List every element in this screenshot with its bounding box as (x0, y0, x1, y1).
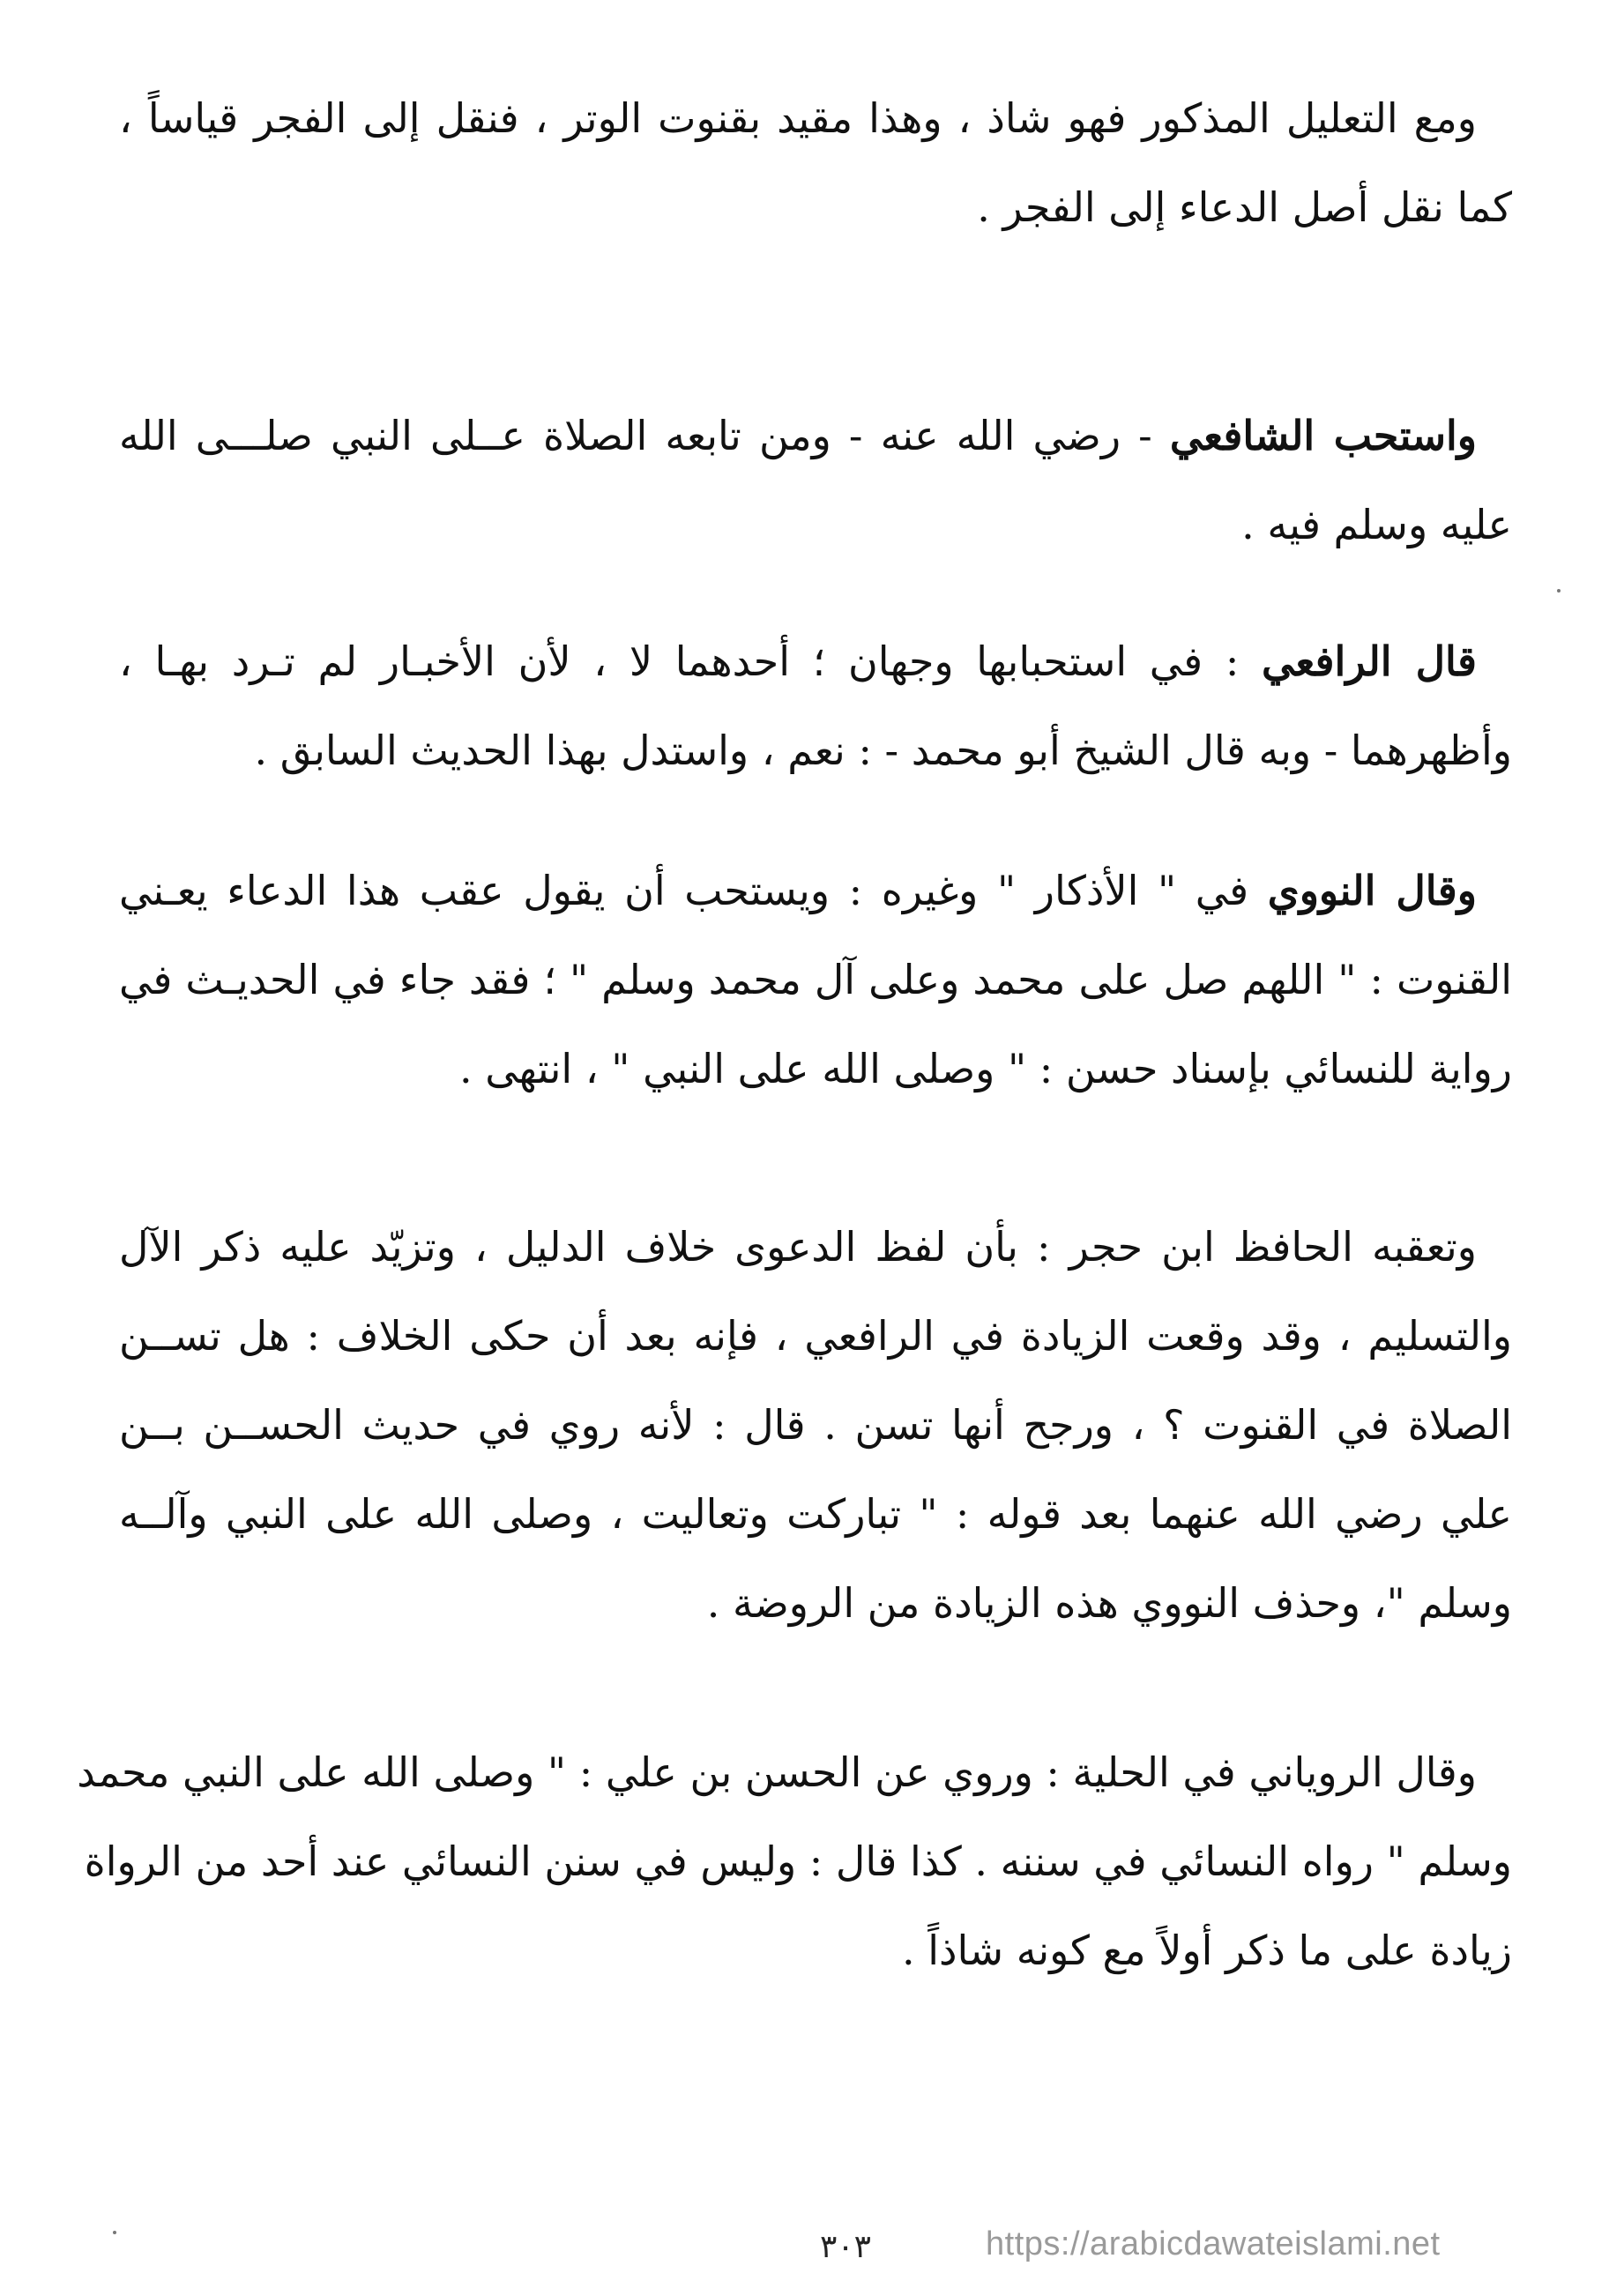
paragraph-4-line-1-text: في " الأذكار " وغيره : ويستحب أن يقول عقب هذا الدعاء يعـني (119, 867, 1268, 914)
page-number: ٣٠٣ (820, 2229, 872, 2265)
paragraph-2-line-1 (119, 391, 1512, 481)
paragraph-6-line-1: وقال الروياني في الحلية : وروي عن الحسن بن علي : " وصلى الله على النبي محمد (77, 1748, 1477, 1796)
paragraph-6-line-3: زيادة على ما ذكر أولاً مع كونه شاذاً . (902, 1927, 1512, 1974)
paragraph-4-line-1 (119, 846, 1512, 936)
paragraph-2-line-2: عليه وسلم فيه . (1241, 501, 1512, 548)
paragraph-1-line-2: كما نقل أصل الدعاء إلى الفجر . (977, 183, 1512, 231)
paragraph-6 (77, 1728, 1512, 1995)
paragraph-5-line-1: وتعقبه الحافظ ابن حجر : بأن لفظ الدعوى خلاف الدليل ، وتزيّد عليه ذكر الآل (119, 1223, 1477, 1271)
paragraph-4 (119, 846, 1512, 1114)
paragraph-4-lead: وقال النووي (1267, 867, 1477, 914)
paragraph-3-line-1 (119, 617, 1512, 706)
paragraph-2-line-1-text: - رضي الله عنه - ومن تابعه الصلاة عــلى النبي صلـــى الله (119, 412, 1170, 459)
paragraph-5 (119, 1203, 1512, 1648)
paragraph-1-line-1: ومع التعليل المذكور فهو شاذ ، وهذا مقيد بقنوت الوتر ، فنقل إلى الفجر قياساً ، (119, 94, 1477, 142)
paragraph-3-line-2: وأظهرهما - وبه قال الشيخ أبو محمد - : نعم ، واستدل بهذا الحديث السابق . (254, 727, 1512, 774)
paragraph-6-line-2: وسلم " رواه النسائي في سننه . كذا قال : وليس في سنن النسائي عند أحد من الرواة (84, 1837, 1512, 1885)
paragraph-3 (119, 617, 1512, 795)
watermark-url: https://arabicdawateislami.net (986, 2225, 1441, 2262)
paragraph-5-line-2: والتسليم ، وقد وقعت الزيادة في الرافعي ، فإنه بعد أن حكى الخلاف : هل تســن (119, 1312, 1512, 1360)
paragraph-1 (119, 74, 1512, 252)
paragraph-2 (119, 391, 1512, 570)
paragraph-3-line-1-text: : في استحبابها وجهان ؛ أحدهما لا ، لأن الأخبـار لم تـرد بهـا ، (119, 637, 1263, 685)
paragraph-5-line-5: وسلم "، وحذف النووي هذه الزيادة من الروضة . (706, 1579, 1512, 1627)
paragraph-2-lead: واستحب الشافعي (1169, 412, 1477, 459)
scan-speck (113, 2231, 116, 2234)
paragraph-5-line-3: الصلاة في القنوت ؟ ، ورجح أنها تسن . قال : لأنه روي في حديث الحســن بــن (119, 1401, 1512, 1449)
scan-speck (1557, 589, 1561, 593)
paragraph-4-line-3: رواية للنسائي بإسناد حسن : " وصلى الله على النبي " ، انتهى . (458, 1045, 1512, 1092)
paragraph-4-line-2: القنوت : " اللهم صل على محمد وعلى آل محمد وسلم " ؛ فقد جاء في الحديـث في (119, 956, 1512, 1003)
paragraph-3-lead: قال الرافعي (1262, 637, 1478, 685)
paragraph-5-line-4: علي رضي الله عنهما بعد قوله : " تباركت وتعاليت ، وصلى الله على النبي وآلــه (119, 1490, 1512, 1538)
